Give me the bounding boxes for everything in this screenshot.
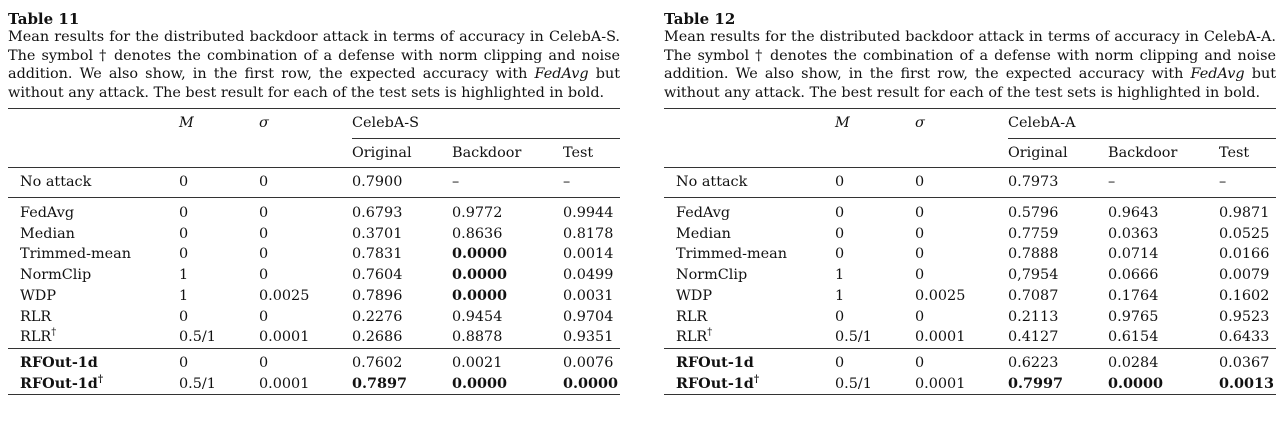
cell-test: 0.9704	[563, 308, 614, 325]
cell-sigma: 0.0025	[915, 287, 966, 304]
cell-m: 1	[835, 287, 845, 304]
col-header-original: Original	[1008, 144, 1068, 161]
row-label: Median	[20, 225, 75, 242]
table-row	[664, 327, 1276, 348]
row-label: RLR	[20, 308, 52, 325]
subheader-row	[664, 139, 1276, 168]
caption-text: Mean results for the distributed backdoor attack in terms of accuracy in CelebA-A. The symbol † denotes the combination of a defense with norm clipping and noise addition. We also show, in the first row, the expected accuracy with	[664, 29, 1276, 83]
row-label: FedAvg	[664, 198, 835, 224]
cell-sigma: 0	[259, 308, 269, 325]
cell-m: 0	[835, 198, 915, 224]
cell-original-best: 0.7897	[352, 374, 452, 395]
row-label: RFOut-1d	[8, 348, 179, 373]
table-row	[8, 244, 620, 265]
cell-original: 0.5796	[1008, 198, 1108, 224]
table-title: Table 11	[8, 10, 80, 28]
cell-sigma: 0	[259, 225, 269, 242]
col-header-dataset: CelebA-S	[352, 109, 620, 139]
header-row	[664, 109, 1276, 139]
col-header-sigma: σ	[259, 109, 352, 139]
table-row	[8, 374, 620, 395]
dagger-mark: †	[707, 327, 713, 339]
table-row-no-attack	[8, 168, 620, 198]
cell-backdoor: 0.0363	[1108, 225, 1159, 242]
table-row	[664, 374, 1276, 395]
row-label: RLR	[676, 308, 708, 325]
cell-m: 0	[835, 348, 915, 373]
cell-test: 0.0525	[1219, 225, 1270, 242]
cell-original: 0.3701	[352, 225, 403, 242]
cell-backdoor: 0.9772	[452, 198, 563, 224]
cell-test: 0.0367	[1219, 348, 1276, 373]
cell-m: 0	[835, 308, 845, 325]
row-label: Trimmed-mean	[20, 246, 131, 263]
cell-sigma: 0.0001	[915, 374, 1008, 395]
cell-backdoor-best: 0.0000	[452, 286, 508, 304]
caption-emphasis: FedAvg	[534, 66, 589, 83]
results-table	[8, 108, 620, 395]
col-header-dataset: CelebA-A	[1008, 109, 1276, 139]
table-row	[8, 327, 620, 348]
dagger-mark: †	[97, 373, 104, 385]
cell-m: 1	[179, 267, 189, 284]
cell-sigma: 0	[259, 246, 269, 263]
cell-m: 0.5/1	[835, 374, 915, 395]
cell-sigma: 0	[915, 246, 925, 263]
table-title: Table 12	[664, 10, 736, 28]
cell-m: 0.5/1	[179, 374, 259, 395]
cell-backdoor: 0.9454	[452, 308, 503, 325]
cell-sigma: 0	[915, 308, 925, 325]
col-header-sigma: σ	[915, 109, 1008, 139]
table-row	[8, 307, 620, 328]
col-header-backdoor: Backdoor	[452, 144, 522, 161]
table-row	[664, 224, 1276, 245]
cell-sigma: 0	[915, 198, 1008, 224]
cell-m: 0	[835, 225, 845, 242]
cell-test-best: 0.0000	[563, 374, 620, 395]
cell-test: 0.9351	[563, 329, 614, 346]
col-header-m: M	[835, 109, 915, 139]
col-header-test: Test	[563, 144, 594, 161]
cell-sigma: 0	[915, 168, 1008, 198]
cell-original: 0.6223	[1008, 348, 1108, 373]
cell-backdoor: 0.0284	[1108, 348, 1219, 373]
cell-backdoor: 0.8878	[452, 329, 503, 346]
cell-backdoor: 0.9765	[1108, 308, 1159, 325]
caption-text-end: but without any attack. The best result for each of the test sets is highlighted in bold.	[664, 66, 1276, 101]
cell-original: 0.7759	[1008, 225, 1059, 242]
cell-original: 0.7896	[352, 287, 403, 304]
cell-original: 0.7604	[352, 267, 403, 284]
cell-backdoor-best: 0.0000	[452, 245, 508, 263]
caption-emphasis: FedAvg	[1190, 66, 1245, 83]
col-header-original: Original	[352, 144, 412, 161]
cell-m: 0	[179, 348, 259, 373]
table-row-no-attack	[664, 168, 1276, 198]
cell-original: 0.2113	[1008, 308, 1059, 325]
cell-test: 0.8178	[563, 225, 614, 242]
col-header-m: M	[179, 109, 259, 139]
cell-sigma: 0.0025	[259, 287, 310, 304]
cell-backdoor-best: 0.0000	[452, 266, 508, 284]
cell-sigma: 0	[915, 348, 1008, 373]
cell-m: 1	[179, 287, 189, 304]
cell-m: 0	[179, 198, 259, 224]
cell-sigma: 0	[915, 225, 925, 242]
cell-test: 0.0499	[563, 267, 614, 284]
cell-original: 0.7602	[352, 348, 452, 373]
dagger-mark: †	[51, 327, 57, 339]
cell-original-best: 0.7997	[1008, 374, 1108, 395]
row-label: No attack	[664, 168, 835, 198]
cell-m: 0.5/1	[835, 329, 872, 346]
cell-backdoor: –	[1108, 168, 1219, 198]
cell-backdoor: 0.0021	[452, 348, 563, 373]
table-caption	[664, 10, 1276, 102]
cell-original: 0.4127	[1008, 329, 1059, 346]
table-row	[8, 348, 620, 373]
cell-sigma: 0	[259, 267, 269, 284]
dagger-mark: †	[753, 373, 760, 385]
row-label: NormClip	[20, 267, 92, 284]
row-label: RLR†	[676, 327, 713, 346]
subheader-row	[8, 139, 620, 168]
row-label: WDP	[20, 287, 57, 304]
row-label: FedAvg	[8, 198, 179, 224]
cell-m: 1	[835, 267, 845, 284]
table-12-panel	[664, 10, 1276, 395]
cell-sigma: 0	[259, 168, 352, 198]
cell-test: –	[563, 168, 620, 198]
row-label: RLR†	[20, 327, 57, 346]
cell-test: 0.6433	[1219, 329, 1270, 346]
table-row	[8, 224, 620, 245]
cell-backdoor: 0.8636	[452, 225, 503, 242]
table-row	[664, 198, 1276, 224]
row-label: Trimmed-mean	[676, 246, 787, 263]
cell-test: 0.1602	[1219, 287, 1270, 304]
cell-test: 0.0166	[1219, 246, 1270, 263]
cell-backdoor: 0.9643	[1108, 198, 1219, 224]
col-header-backdoor: Backdoor	[1108, 144, 1178, 161]
header-row	[8, 109, 620, 139]
cell-backdoor: 0.0714	[1108, 246, 1159, 263]
cell-m: 0	[179, 246, 189, 263]
cell-test: 0.9871	[1219, 198, 1276, 224]
cell-test: 0.0031	[563, 287, 614, 304]
caption-text: Mean results for the distributed backdoor attack in terms of accuracy in CelebA-S. The symbol † denotes the combination of a defense with norm clipping and noise addition. We also show, in the first row, the expected accuracy with	[8, 29, 620, 83]
cell-backdoor: 0.0666	[1108, 267, 1159, 284]
row-label: NormClip	[676, 267, 748, 284]
cell-m: 0.5/1	[179, 329, 216, 346]
cell-sigma: 0	[259, 348, 352, 373]
cell-test: 0.0076	[563, 348, 620, 373]
cell-sigma: 0.0001	[259, 374, 352, 395]
cell-original: 0.6793	[352, 198, 452, 224]
row-label: RFOut-1d†	[664, 374, 835, 395]
cell-test: –	[1219, 168, 1276, 198]
cell-test-best: 0.0013	[1219, 374, 1276, 395]
cell-backdoor: –	[452, 168, 563, 198]
cell-original: 0.2276	[352, 308, 403, 325]
cell-original: 0.7888	[1008, 246, 1059, 263]
cell-m: 0	[179, 168, 259, 198]
row-label: No attack	[8, 168, 179, 198]
cell-m: 0	[835, 168, 915, 198]
row-label: RFOut-1d†	[8, 374, 179, 395]
cell-m: 0	[179, 225, 189, 242]
cell-test: 0.9944	[563, 198, 620, 224]
cell-sigma: 0.0001	[259, 329, 310, 346]
cell-backdoor: 0.6154	[1108, 329, 1159, 346]
table-row	[8, 286, 620, 307]
cell-original: 0.7900	[352, 168, 452, 198]
cell-backdoor: 0.1764	[1108, 287, 1159, 304]
table-row	[8, 198, 620, 224]
cell-test: 0.9523	[1219, 308, 1270, 325]
cell-backdoor-best: 0.0000	[1108, 374, 1219, 395]
cell-test: 0.0079	[1219, 267, 1270, 284]
table-caption	[8, 10, 620, 102]
cell-sigma: 0	[259, 198, 352, 224]
row-label: Median	[676, 225, 731, 242]
table-row	[664, 307, 1276, 328]
cell-original: 0.2686	[352, 329, 403, 346]
cell-backdoor-best: 0.0000	[452, 374, 563, 395]
cell-original: 0.7973	[1008, 168, 1108, 198]
col-header-test: Test	[1219, 144, 1250, 161]
table-row	[664, 286, 1276, 307]
table-row	[8, 265, 620, 286]
cell-original: 0,7954	[1008, 267, 1059, 284]
results-table	[664, 108, 1276, 395]
cell-m: 0	[835, 246, 845, 263]
cell-original: 0.7831	[352, 246, 403, 263]
table-row	[664, 244, 1276, 265]
cell-sigma: 0	[915, 267, 925, 284]
row-label: RFOut-1d	[664, 348, 835, 373]
table-row	[664, 348, 1276, 373]
caption-text-end: but without any attack. The best result for each of the test sets is highlighted in bold.	[8, 66, 620, 101]
cell-test: 0.0014	[563, 246, 614, 263]
cell-m: 0	[179, 308, 189, 325]
table-row	[664, 265, 1276, 286]
table-11-panel	[8, 10, 620, 395]
row-label: WDP	[676, 287, 713, 304]
cell-original: 0.7087	[1008, 287, 1059, 304]
cell-sigma: 0.0001	[915, 329, 966, 346]
